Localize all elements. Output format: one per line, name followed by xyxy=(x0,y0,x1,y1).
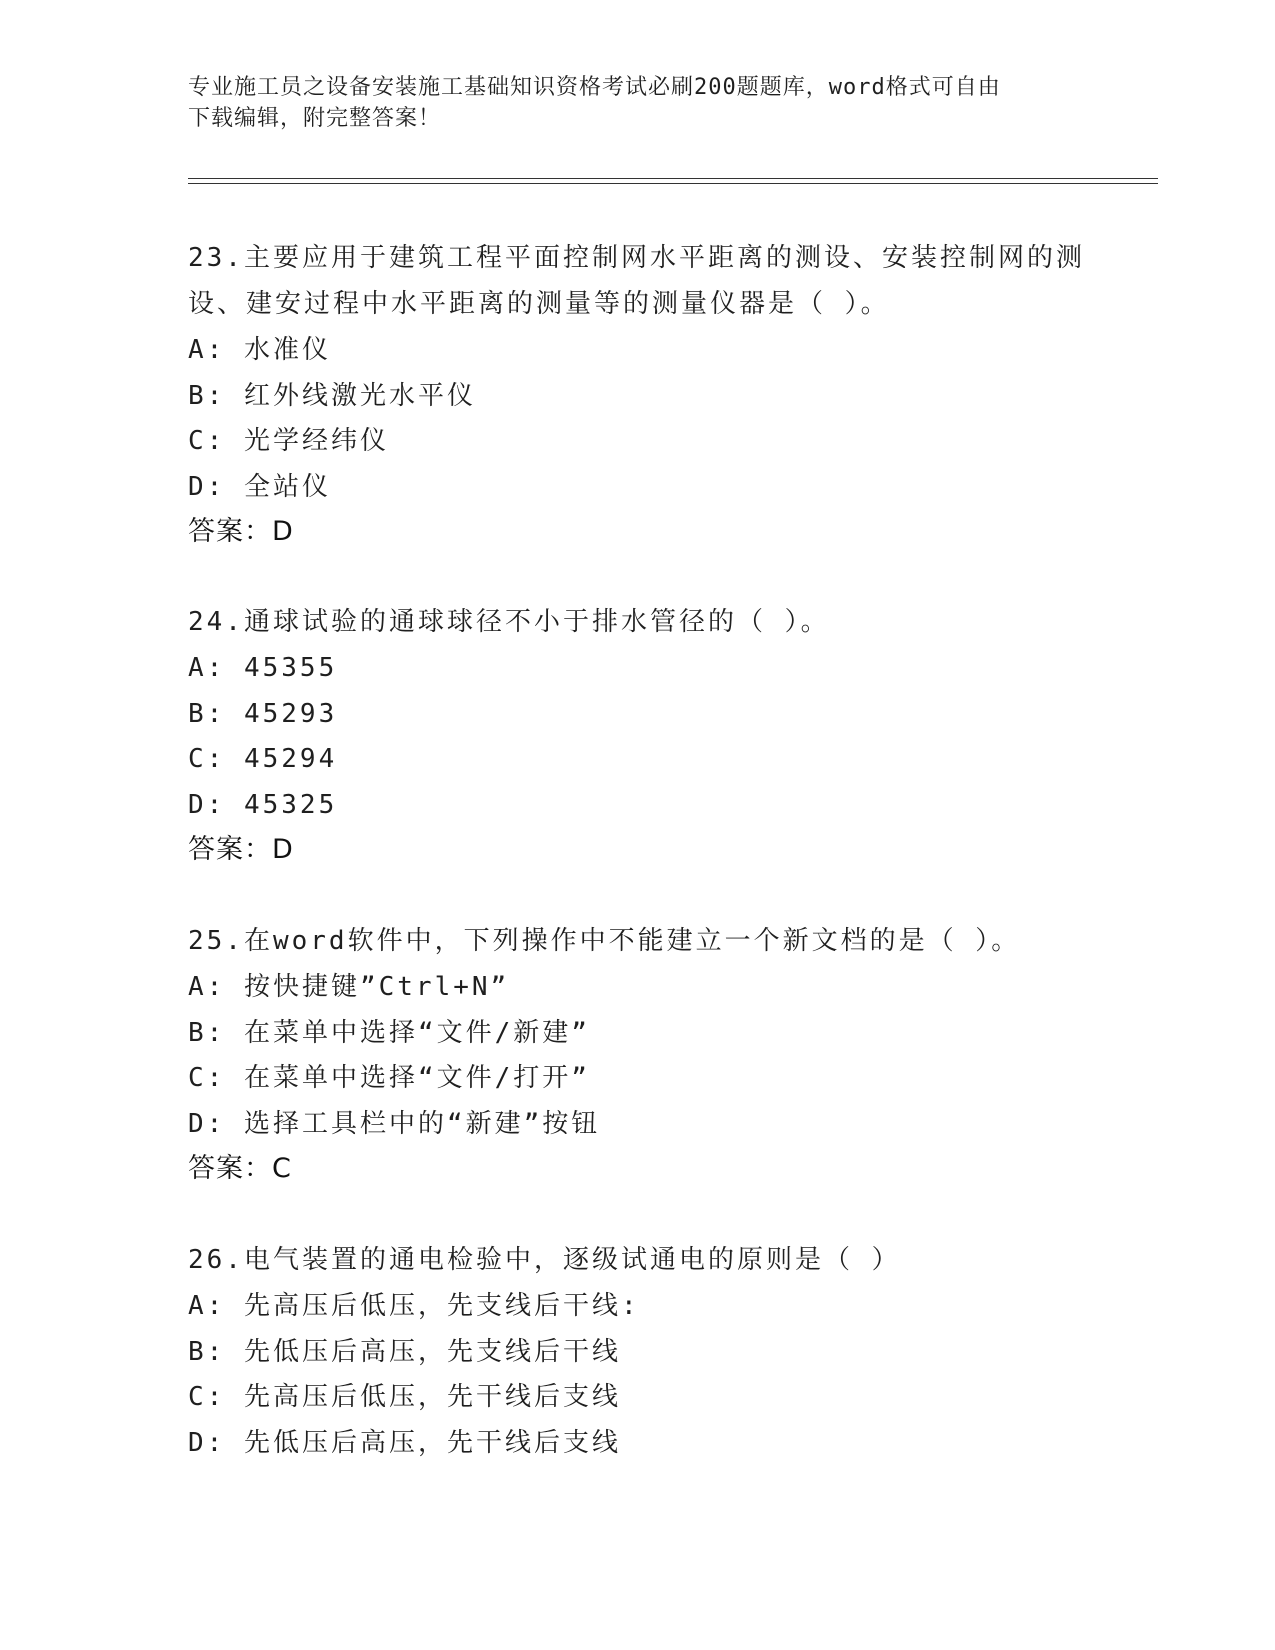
question-stem-line-1: 24.通球试验的通球球径不小于排水管径的（ ）。 xyxy=(188,607,830,637)
answer-line: 答案：D xyxy=(188,834,294,865)
header-divider-bottom xyxy=(188,183,1158,184)
header-line-2: 下载编辑，附完整答案！ xyxy=(188,106,442,131)
document-header xyxy=(188,72,1088,134)
option-c: C: 先高压后低压，先干线后支线 xyxy=(188,1382,621,1412)
option-c: C: 光学经纬仪 xyxy=(188,426,389,456)
option-list xyxy=(188,327,1088,509)
option-a: A: 先高压后低压，先支线后干线: xyxy=(188,1291,640,1321)
option-d: D: 45325 xyxy=(188,789,338,820)
option-d: D: 先低压后高压，先干线后支线 xyxy=(188,1427,621,1458)
question-stem xyxy=(188,235,1088,327)
question-stem xyxy=(188,599,1088,645)
option-a: A: 45355 xyxy=(188,653,338,683)
question-23 xyxy=(188,235,1088,555)
option-c: C: 在菜单中选择“文件/打开” xyxy=(188,1063,590,1093)
option-a: A: 按快捷键”Ctrl+N” xyxy=(188,972,510,1002)
question-stem-line-2: 设、建安过程中水平距离的测量等的测量仪器是（ ）。 xyxy=(188,289,890,319)
question-stem xyxy=(188,918,1088,964)
question-stem xyxy=(188,1237,1088,1283)
option-d: D: 全站仪 xyxy=(188,471,331,502)
question-stem-line-1: 25.在word软件中，下列操作中不能建立一个新文档的是（ ）。 xyxy=(188,926,1021,956)
question-stem-line-1: 26.电气装置的通电检验中，逐级试通电的原则是（ ） xyxy=(188,1245,901,1275)
option-list xyxy=(188,964,1088,1146)
option-a: A: 水准仪 xyxy=(188,335,331,365)
answer-line: 答案：C xyxy=(188,1153,292,1184)
option-d: D: 选择工具栏中的“新建”按钮 xyxy=(188,1108,601,1139)
header-divider-top xyxy=(188,178,1158,179)
option-b: B: 45293 xyxy=(188,698,338,729)
answer-line: 答案：D xyxy=(188,516,294,547)
option-b: B: 红外线激光水平仪 xyxy=(188,380,476,411)
question-stem-line-1: 23.主要应用于建筑工程平面控制网水平距离的测设、安装控制网的测 xyxy=(188,243,1085,273)
option-list xyxy=(188,645,1088,827)
question-24 xyxy=(188,599,1088,873)
question-26 xyxy=(188,1237,1088,1465)
header-line-1: 专业施工员之设备安装施工基础知识资格考试必刷200题题库，word格式可自由 xyxy=(188,75,1001,100)
option-b: B: 先低压后高压，先支线后干线 xyxy=(188,1336,621,1367)
option-list xyxy=(188,1283,1088,1465)
question-25 xyxy=(188,918,1088,1192)
option-b: B: 在菜单中选择“文件/新建” xyxy=(188,1017,590,1048)
option-c: C: 45294 xyxy=(188,744,338,774)
